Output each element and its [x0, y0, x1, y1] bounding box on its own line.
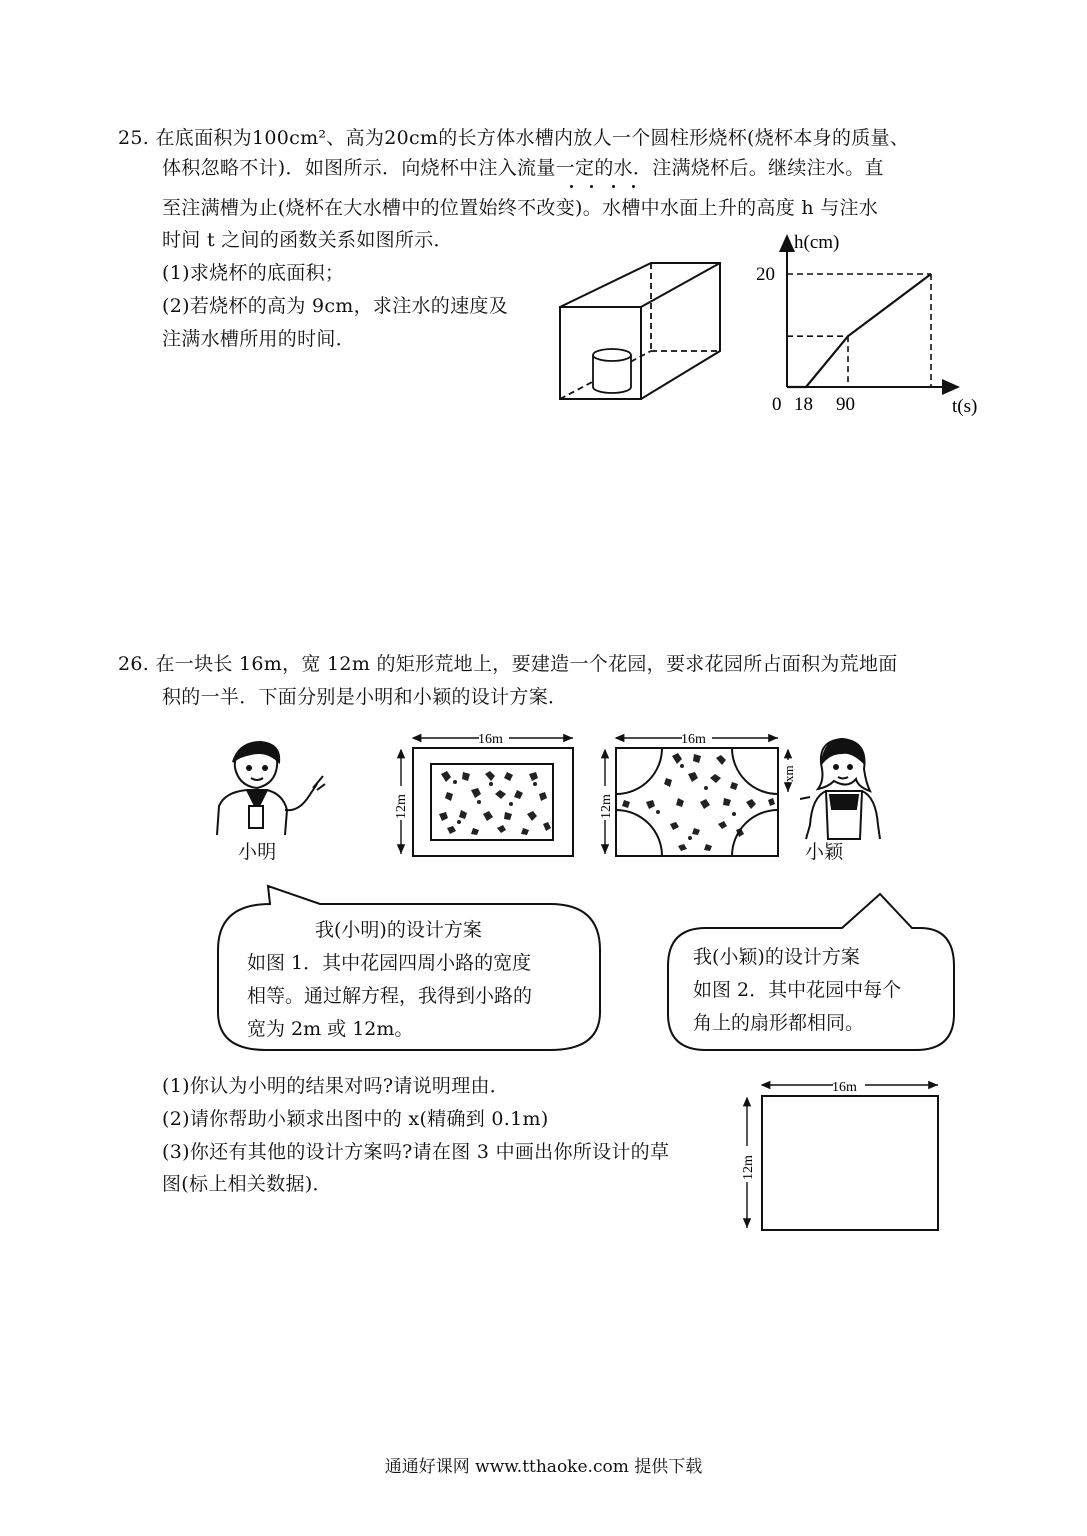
q26-line-1 [118, 652, 898, 676]
q26-number: 26. [118, 653, 150, 675]
q25-line-3: 至注满槽为止(烧杯在大水槽中的位置始终不改变)。水槽中水面上升的高度 h 与注水 [162, 197, 879, 219]
figure-3 [735, 1072, 950, 1237]
bubble-left-line-2: 相等。通过解方程，我得到小路的 [247, 985, 533, 1007]
x-axis-label: t(s) [952, 396, 978, 417]
fig3-width-label: 16m [832, 1080, 857, 1095]
q26-part-1: (1)你认为小明的结果对吗?请说明理由． [162, 1075, 510, 1097]
emphasis-dot [612, 185, 615, 188]
fig2-x-label: xm [781, 765, 796, 782]
bubble-left-title: 我(小明)的设计方案 [315, 919, 482, 941]
y-tick-label: 20 [756, 264, 775, 285]
q25-line-2: 体积忽略不计)．如图所示．向烧杯中注入流量一定的水．注满烧杯后。继续注水。直 [162, 157, 884, 179]
emphasis-dot [570, 185, 573, 188]
q26-line-2: 积的一半．下面分别是小明和小颖的设计方案． [162, 686, 568, 708]
fig3-height-label: 12m [741, 1155, 756, 1180]
blank-rect [762, 1096, 938, 1230]
fig1-height-label: 12m [394, 794, 409, 819]
fig1-width-label: 16m [478, 732, 503, 747]
q25-line-4: 时间 t 之间的函数关系如图所示． [162, 229, 453, 251]
y-axis-label: h(cm) [794, 232, 840, 253]
q25-number: 25. [118, 127, 150, 149]
bubble-left-line-1: 如图 1．其中花园四周小路的宽度 [247, 952, 532, 974]
h-t-graph [750, 230, 990, 420]
xiaoying-illustration [800, 735, 890, 843]
figure-2 [594, 722, 804, 862]
garden-pattern [439, 771, 551, 835]
footer-text: 通通好课网 www.tthaoke.com 提供下载 [384, 1457, 703, 1477]
x-tick-label: 18 [794, 394, 813, 415]
figure-1 [385, 722, 585, 862]
q26-part-2: (2)请你帮助小颖求出图中的 x(精确到 0.1m) [162, 1108, 549, 1130]
series-line [787, 274, 931, 387]
q26-text-1: 在一块长 16m，宽 12m 的矩形荒地上，要建造一个花园，要求花园所占面积为荒地面 [155, 653, 898, 675]
bubble-right-line-2: 角上的扇形都相同。 [693, 1012, 865, 1034]
q26-part-3: (3)你还有其他的设计方案吗?请在图 3 中画出你所设计的草 [162, 1141, 670, 1163]
x-tick-label: 90 [836, 394, 855, 415]
fig2-height-label: 12m [599, 794, 614, 819]
tank-top-edge [641, 263, 720, 307]
q25-line-1 [118, 126, 909, 150]
tank-figure [555, 255, 730, 405]
q25-part-3: 注满水槽所用的时间． [162, 328, 356, 350]
emphasis-dot [632, 185, 635, 188]
name-xiaoying: 小颖 [805, 841, 844, 863]
xiaoming-illustration [205, 740, 335, 840]
bubble-right-title: 我(小颖)的设计方案 [693, 946, 860, 968]
q25-part-2: (2)若烧杯的高为 9cm，求注水的速度及 [162, 295, 508, 317]
bubble-right-line-1: 如图 2．其中花园中每个 [693, 979, 902, 1001]
bubble-left-line-3: 宽为 2m 或 12m。 [247, 1018, 414, 1040]
origin-label: 0 [772, 394, 782, 415]
fig2-width-label: 16m [681, 732, 706, 747]
name-xiaoming: 小明 [238, 841, 277, 863]
emphasis-dot [590, 185, 593, 188]
q26-part-4: 图(标上相关数据)． [162, 1173, 332, 1195]
beaker [593, 349, 631, 393]
q25-text-1: 在底面积为100cm²、高为20cm的长方体水槽内放人一个圆柱形烧杯(烧杯本身的质量、 [155, 127, 910, 149]
q25-part-1: (1)求烧杯的底面积； [162, 262, 345, 284]
